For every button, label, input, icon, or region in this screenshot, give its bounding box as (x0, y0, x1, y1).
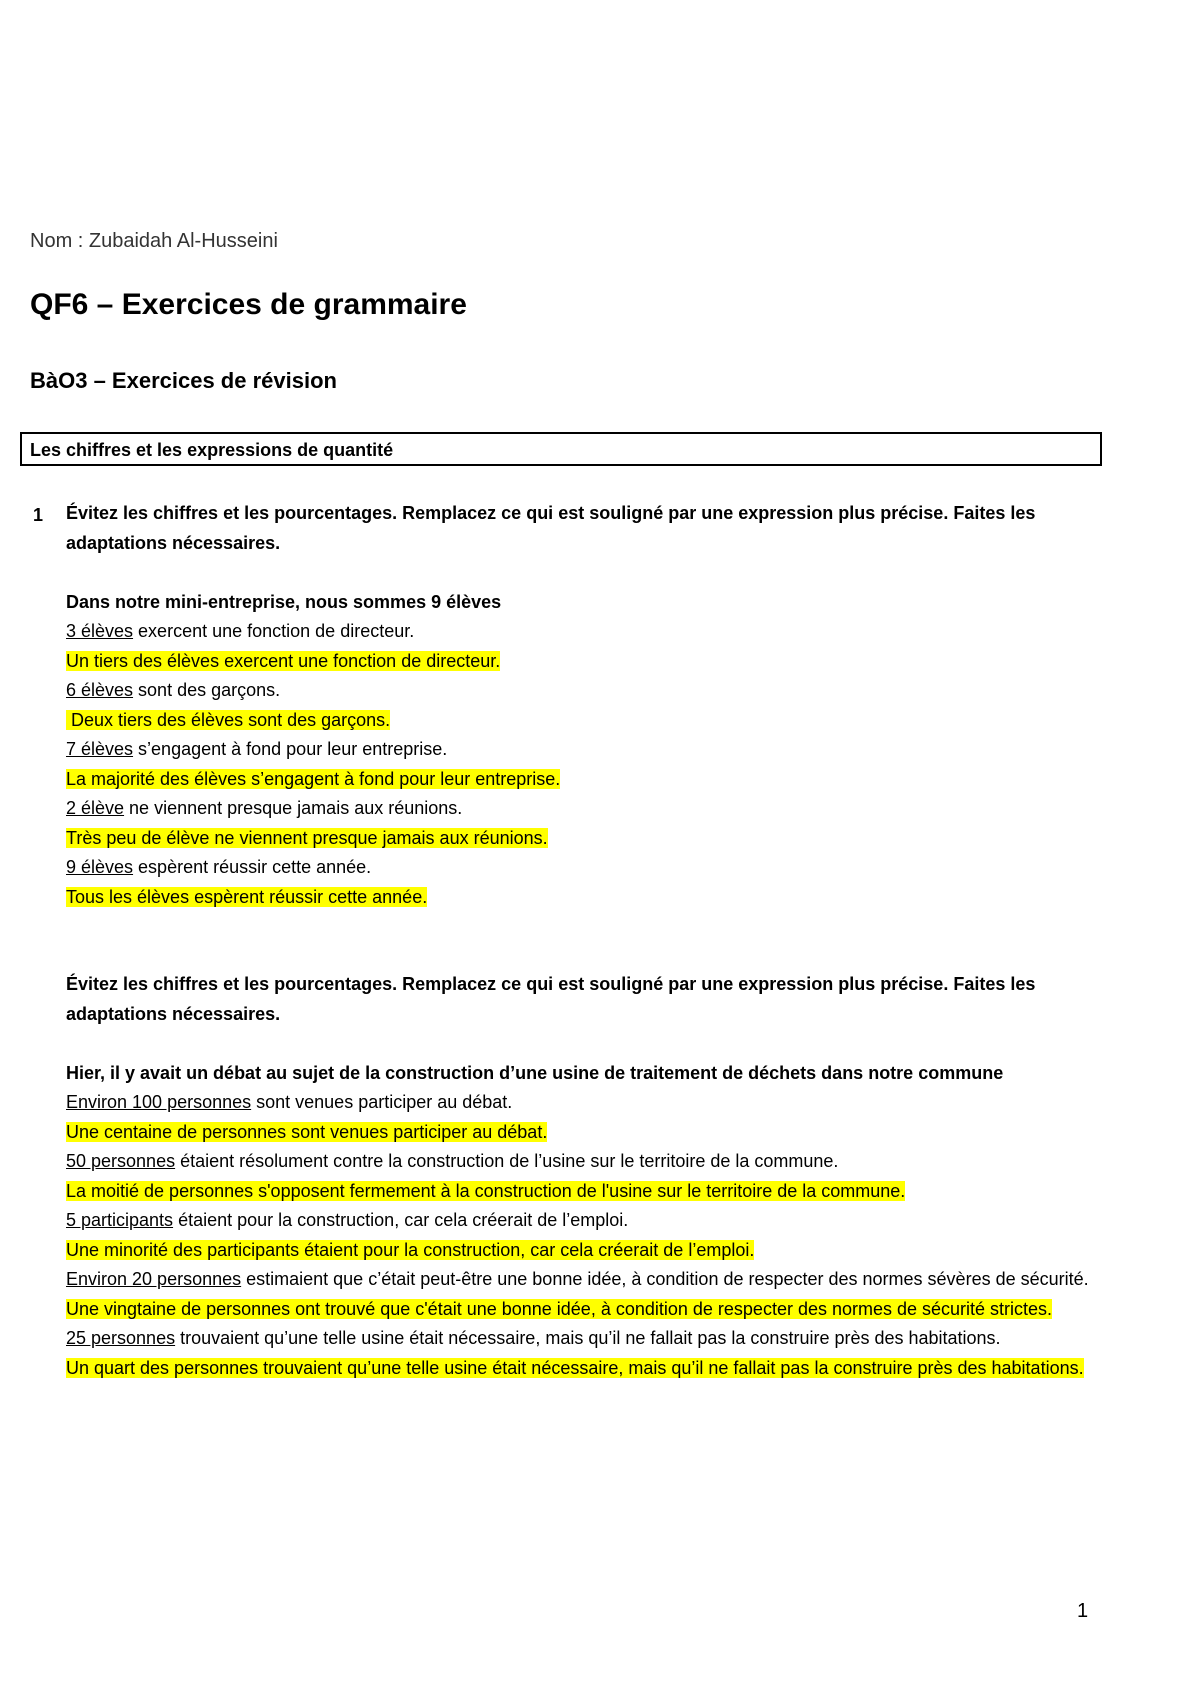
answer (66, 706, 1106, 736)
sentence (66, 1088, 1106, 1118)
exercise-1 (66, 499, 1106, 912)
sentence (66, 794, 1106, 824)
document-subtitle: BàO3 – Exercices de révision (30, 368, 337, 393)
sentence-rest: étaient résolument contre la construction de l’usine sur le territoire de la commune. (175, 1151, 839, 1171)
highlighted-answer: La majorité des élèves s’engagent à fond pour leur entreprise. (66, 768, 561, 789)
highlighted-answer: Deux tiers des élèves sont des garçons. (66, 709, 391, 730)
answer (66, 1177, 1106, 1207)
spacer (66, 1029, 1106, 1059)
sentence-rest: sont des garçons. (133, 680, 281, 700)
exercise-instruction: Évitez les chiffres et les pourcentages. Remplacez ce qui est souligné par une expression plus précise. Faites les adaptations nécessaires. (66, 974, 1036, 1024)
sentence (66, 1206, 1106, 1236)
sentence (66, 1147, 1106, 1177)
section-title: Les chiffres et les expressions de quantité (30, 440, 394, 460)
exercise-instruction: Évitez les chiffres et les pourcentages. Remplacez ce qui est souligné par une expression plus précise. Faites les adaptations nécessaires. (66, 503, 1036, 553)
sentence (66, 617, 1106, 647)
answer (66, 647, 1106, 677)
underlined-quantity: 7 élèves (66, 739, 134, 759)
underlined-quantity: 9 élèves (66, 857, 134, 877)
highlighted-answer: Un tiers des élèves exercent une fonction de directeur. (66, 650, 501, 671)
section-title-box (20, 432, 1102, 466)
spacer (66, 558, 1106, 588)
underlined-quantity: Environ 20 personnes (66, 1269, 242, 1289)
sentence (66, 853, 1106, 883)
page-number: 1 (1077, 1600, 1089, 1622)
exercise-number: 1 (33, 505, 44, 525)
sentence-rest: exercent une fonction de directeur. (133, 621, 415, 641)
sentence (66, 1265, 1106, 1295)
highlighted-answer: Une minorité des participants étaient pour la construction, car cela créerait de l’emploi. (66, 1239, 755, 1260)
underlined-quantity: 2 élève (66, 798, 125, 818)
highlighted-answer: Une vingtaine de personnes ont trouvé que c'était une bonne idée, à condition de respecter des normes de sécurité strictes. (66, 1298, 1053, 1319)
underlined-quantity: 25 personnes (66, 1328, 176, 1348)
underlined-quantity: Environ 100 personnes (66, 1092, 252, 1112)
answer (66, 765, 1106, 795)
document-title: QF6 – Exercices de grammaire (30, 288, 467, 321)
underlined-quantity: 6 élèves (66, 680, 134, 700)
sentence (66, 1324, 1106, 1354)
sentence-rest: trouvaient qu’une telle usine était nécessaire, mais qu’il ne fallait pas la construire près des habitations. (175, 1328, 1001, 1348)
sentence-rest: sont venues participer au débat. (251, 1092, 513, 1112)
sentence-rest: s’engagent à fond pour leur entreprise. (133, 739, 448, 759)
sentence-rest: estimaient que c’était peut-être une bonne idée, à condition de respecter des normes sévères de sécurité. (241, 1269, 1089, 1289)
sentence (66, 676, 1106, 706)
underlined-quantity: 3 élèves (66, 621, 134, 641)
answer (66, 883, 1106, 913)
sentence (66, 735, 1106, 765)
exercise-2 (66, 970, 1106, 1383)
student-name: Nom : Zubaidah Al-Husseini (30, 230, 278, 252)
highlighted-answer: Un quart des personnes trouvaient qu’une telle usine était nécessaire, mais qu’il ne fallait pas la construire près des habitations. (66, 1357, 1084, 1378)
highlighted-answer: Une centaine de personnes sont venues participer au débat. (66, 1121, 548, 1142)
highlighted-answer: La moitié de personnes s'opposent fermement à la construction de l'usine sur le territoire de la commune. (66, 1180, 906, 1201)
highlighted-answer: Très peu de élève ne viennent presque jamais aux réunions. (66, 827, 548, 848)
sentence-rest: ne viennent presque jamais aux réunions. (124, 798, 463, 818)
answer (66, 1236, 1106, 1266)
answer (66, 824, 1106, 854)
sentence-rest: étaient pour la construction, car cela créerait de l’emploi. (173, 1210, 629, 1230)
answer (66, 1295, 1106, 1325)
exercise-context: Dans notre mini-entreprise, nous sommes 9 élèves (66, 591, 502, 612)
answer (66, 1354, 1106, 1384)
underlined-quantity: 5 participants (66, 1210, 174, 1230)
exercise-context: Hier, il y avait un débat au sujet de la construction d’une usine de traitement de déchets dans notre commune (66, 1062, 1004, 1083)
underlined-quantity: 50 personnes (66, 1151, 176, 1171)
answer (66, 1118, 1106, 1148)
highlighted-answer: Tous les élèves espèrent réussir cette année. (66, 886, 428, 907)
sentence-rest: espèrent réussir cette année. (133, 857, 372, 877)
